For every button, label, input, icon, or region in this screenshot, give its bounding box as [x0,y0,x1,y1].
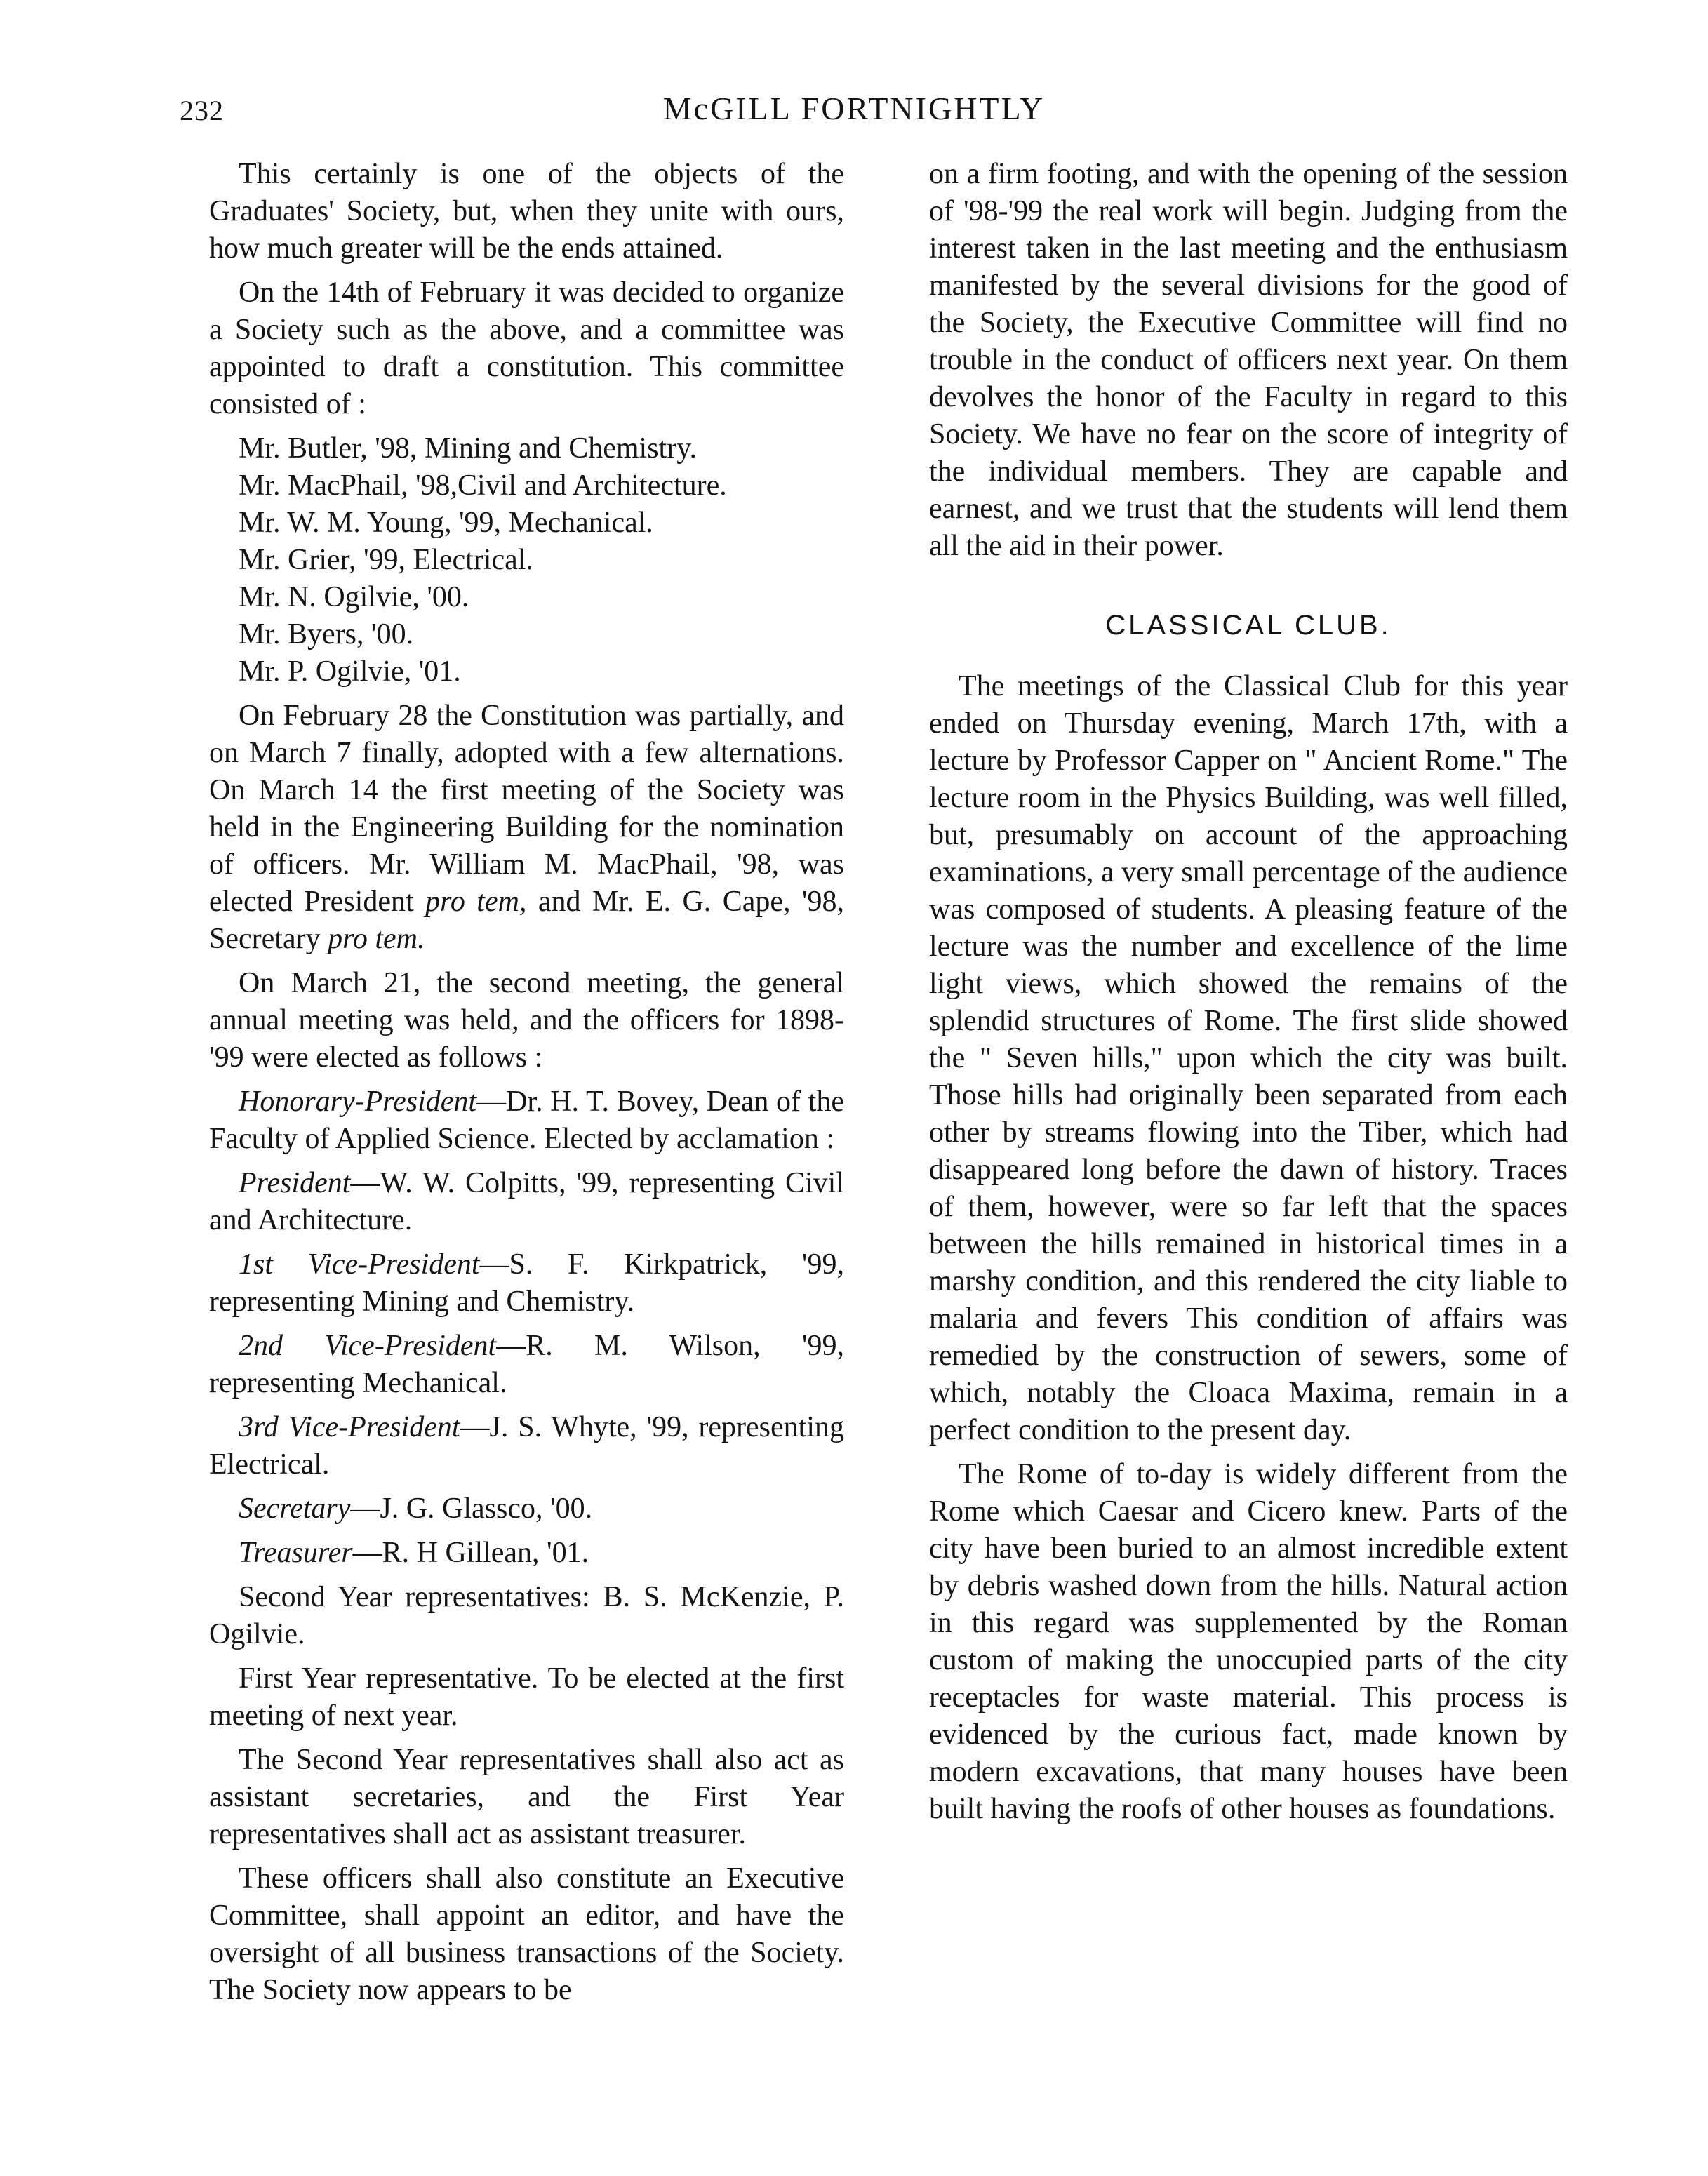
officer-title: Treasurer [239,1537,353,1569]
officer-text: —Dr. H. T. Bovey, Dean of the Faculty of Applied Science. Elected by acclamation : [209,1086,844,1155]
page-header [0,90,1708,132]
committee-member: Mr. MacPhail, '98,Civil and Architecture. [239,469,727,502]
officer-title: President [239,1167,351,1199]
paragraph: On the 14th of February it was decided to organize a Society such as the above, and a committee was appointed to draft a constitution. This committee consisted of : [209,276,844,420]
paragraph-text: On February 28 the Constitution was partially, and on March 7 finally, adopted with a few alternations. On March 14 the first meeting of the Society was held in the Engineering Building for the nomination of officers. Mr. William M. MacPhail, '98, was elected President [209,700,844,918]
right-column [929,156,1568,1835]
officer-entry [209,1409,844,1483]
officer-title: 2nd Vice-President [239,1330,497,1362]
paragraph: Second Year representatives: B. S. McKenzie, P. Ogilvie. [209,1581,844,1650]
officer-entry [209,1246,844,1321]
committee-member: Mr. N. Ogilvie, '00. [239,581,469,613]
paragraph: First Year representative. To be elected at the first meeting of next year. [209,1662,844,1732]
paragraph: The meetings of the Classical Club for this year ended on Thursday evening, March 17th, with a lecture by Professor Capper on " Ancient Rome." The lecture room in the Physics Building, was well filled, but, presumably on account of the approaching examinations, a very small percentage of the audience was composed of students. A pleasing feature of the lecture was the number and excellence of the lime light views, which showed the remains of the splendid structures of Rome. The first slide showed the " Seven hills," upon which the city was built. Those hills had originally been separated from each other by streams flowing into the Tiber, which had disappeared long before the dawn of history. Traces of them, however, were so far left that the spaces between the hills remained in historical times in a marshy condition, and this rendered the city liable to malaria and fevers This condition of affairs was remedied by the construction of sewers, some of which, notably the Cloaca Maxima, remain in a perfect condition to the present day. [929,670,1568,1446]
italic-text: pro tem. [328,923,425,955]
officer-text: —J. G. Glassco, '00. [350,1493,593,1525]
officer-title: Honorary-President [239,1086,477,1118]
paragraph [209,697,844,958]
left-column [209,156,844,2016]
committee-list [209,430,844,690]
officer-entry [209,1165,844,1239]
officer-text: —J. S. Whyte, '99, representing Electrical. [209,1411,845,1481]
officer-entry [209,1083,844,1158]
paragraph: on a firm footing, and with the opening of the session of '98-'99 the real work will begin. Judging from the interest taken in the last meeting and the enthusiasm manifested by the several divisions for the good of the Society, the Executive Committee will find no trouble in the conduct of officers next year. On them devolves the honor of the Faculty in regard to this Society. We have no fear on the score of integrity of the individual members. They are capable and earnest, and we trust that the students will lend them all the aid in their power. [929,158,1568,562]
committee-member: Mr. P. Ogilvie, '01. [239,655,461,688]
running-head: McGILL FORTNIGHTLY [662,91,1046,126]
paragraph: The Rome of to-day is widely different from the Rome which Caesar and Cicero knew. Parts of the city have been buried to an almost incredible extent by debris washed down from the hills. Natural action in this regard was supplemented by the Roman custom of making the unoccupied parts of the city receptacles for waste material. This process is evidenced by the curious fact, made known by modern excavations, that many houses have been built having the roofs of other houses as foundations. [929,1458,1568,1825]
page-number: 232 [180,95,224,126]
paragraph: On March 21, the second meeting, the general annual meeting was held, and the officers for 1898-'99 were elected as follows : [209,967,844,1074]
officer-title: 1st Vice-President [239,1248,480,1281]
committee-member: Mr. Butler, '98, Mining and Chemistry. [239,432,697,465]
officer-entry [209,1535,844,1572]
italic-text: pro tem, [425,886,527,918]
officer-text: —W. W. Colpitts, '99, representing Civil and Architecture. [209,1167,844,1236]
committee-member: Mr. Grier, '99, Electrical. [239,544,533,576]
section-heading: CLASSICAL CLUB. [1105,610,1392,641]
officer-text: —S. F. Kirkpatrick, '99, representing Mining and Chemistry. [209,1248,844,1318]
officer-title: 3rd Vice-President [239,1411,460,1443]
officer-entry [209,1490,844,1528]
officer-text: —R. M. Wilson, '99, representing Mechanical. [209,1330,845,1399]
officer-title: Secretary [239,1493,351,1525]
paragraph: The Second Year representatives shall also act as assistant secretaries, and the First Year representatives shall act as assistant treasurer. [209,1744,844,1850]
officer-entry [209,1328,844,1402]
committee-member: Mr. W. M. Young, '99, Mechanical. [239,507,653,539]
paragraph: These officers shall also constitute an Executive Committee, shall appoint an editor, and have the oversight of all business transactions of the Society. The Society now appears to be [209,1862,844,2006]
officer-text: —R. H Gillean, '01. [352,1537,589,1569]
committee-member: Mr. Byers, '00. [239,618,414,650]
paragraph-text: and Mr. E. G. Cape, '98, Secretary [209,886,844,955]
paragraph: This certainly is one of the objects of the Graduates' Society, but, when they unite with ours, how much greater will be the ends attained. [209,158,844,265]
